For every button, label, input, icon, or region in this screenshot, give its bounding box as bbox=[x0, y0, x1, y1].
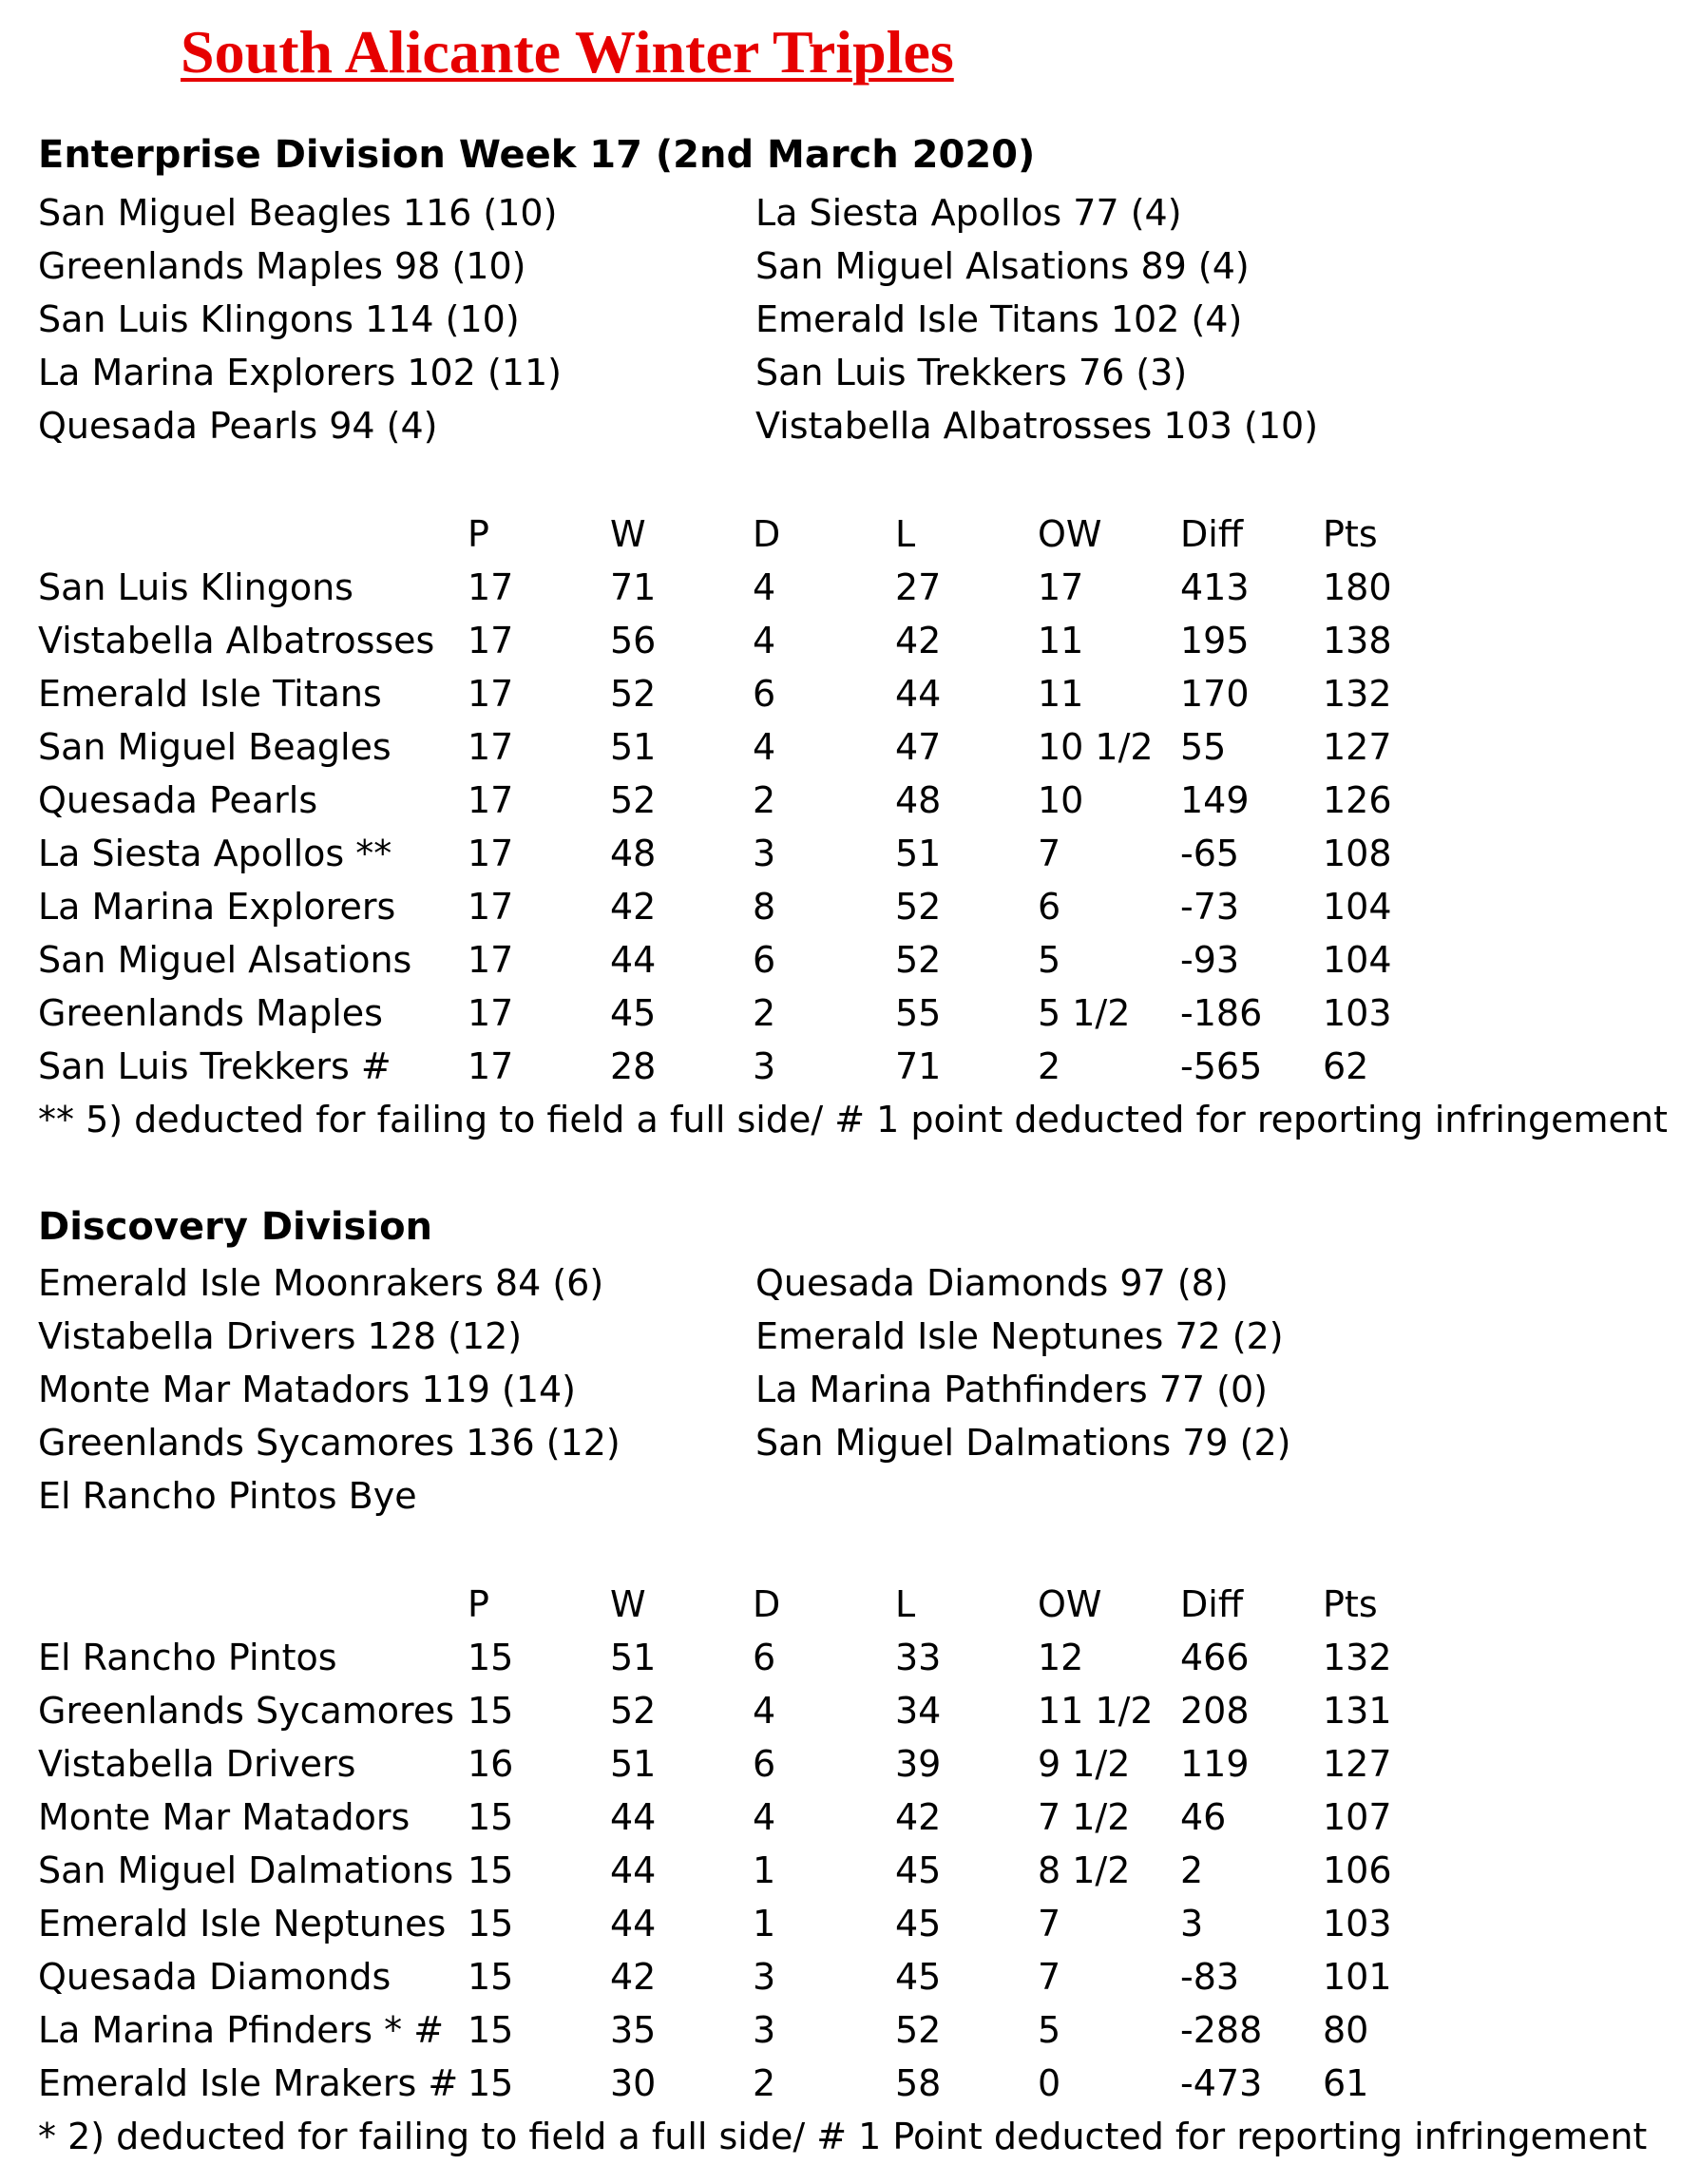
header-difference: Diff bbox=[1180, 513, 1243, 555]
lost-value: 58 bbox=[895, 2062, 942, 2104]
lost-value: 39 bbox=[895, 1743, 942, 1785]
lost-value: 48 bbox=[895, 779, 942, 821]
discovery-footnote: * 2) deducted for failing to field a full side/ # 1 Point deducted for reporting infringement bbox=[38, 2116, 1648, 2157]
result-home: Emerald Isle Moonrakers 84 (6) bbox=[38, 1262, 604, 1304]
points-value: 104 bbox=[1323, 939, 1392, 981]
result-away: San Luis Trekkers 76 (3) bbox=[755, 352, 1188, 393]
header-played: P bbox=[468, 513, 489, 555]
header-won: W bbox=[610, 513, 646, 555]
drawn-value: 2 bbox=[753, 992, 776, 1034]
difference-value: 55 bbox=[1180, 726, 1227, 768]
difference-value: -93 bbox=[1180, 939, 1240, 981]
won-value: 51 bbox=[610, 726, 657, 768]
header-overall-wins: OW bbox=[1038, 1583, 1102, 1625]
team-name: La Siesta Apollos ** bbox=[38, 833, 392, 874]
table-row bbox=[38, 1956, 1653, 2009]
played-value: 17 bbox=[468, 833, 514, 874]
won-value: 51 bbox=[610, 1743, 657, 1785]
points-value: 127 bbox=[1323, 1743, 1392, 1785]
points-value: 103 bbox=[1323, 992, 1392, 1034]
difference-value: -473 bbox=[1180, 2062, 1263, 2104]
header-won: W bbox=[610, 1583, 646, 1625]
team-name: Emerald Isle Titans bbox=[38, 673, 382, 715]
lost-value: 52 bbox=[895, 886, 942, 928]
table-row bbox=[38, 566, 1653, 620]
won-value: 44 bbox=[610, 1796, 657, 1838]
won-value: 30 bbox=[610, 2062, 657, 2104]
drawn-value: 4 bbox=[753, 726, 776, 768]
played-value: 17 bbox=[468, 566, 514, 608]
lost-value: 33 bbox=[895, 1637, 942, 1678]
result-home: Quesada Pearls 94 (4) bbox=[38, 405, 438, 447]
table-row bbox=[38, 886, 1653, 939]
discovery-heading: Discovery Division bbox=[38, 1205, 433, 1249]
points-value: 61 bbox=[1323, 2062, 1369, 2104]
difference-value: 466 bbox=[1180, 1637, 1250, 1678]
header-drawn: D bbox=[753, 1583, 781, 1625]
lost-value: 52 bbox=[895, 2009, 942, 2051]
header-played: P bbox=[468, 1583, 489, 1625]
played-value: 17 bbox=[468, 779, 514, 821]
enterprise-footnote: ** 5) deducted for failing to field a full side/ # 1 point deducted for reporting infringement bbox=[38, 1099, 1668, 1140]
played-value: 17 bbox=[468, 620, 514, 661]
table-row bbox=[38, 779, 1653, 833]
difference-value: 119 bbox=[1180, 1743, 1250, 1785]
table-row bbox=[38, 939, 1653, 992]
difference-value: 3 bbox=[1180, 1903, 1204, 1945]
table-header-row bbox=[38, 513, 1653, 566]
won-value: 71 bbox=[610, 566, 657, 608]
played-value: 16 bbox=[468, 1743, 514, 1785]
table-row bbox=[38, 2062, 1653, 2116]
played-value: 17 bbox=[468, 673, 514, 715]
team-name: San Luis Klingons bbox=[38, 566, 353, 608]
header-points: Pts bbox=[1323, 513, 1378, 555]
header-lost: L bbox=[895, 513, 916, 555]
result-away: Vistabella Albatrosses 103 (10) bbox=[755, 405, 1319, 447]
lost-value: 34 bbox=[895, 1690, 942, 1732]
team-name: Greenlands Sycamores bbox=[38, 1690, 455, 1732]
points-value: 132 bbox=[1323, 673, 1392, 715]
played-value: 15 bbox=[468, 2062, 514, 2104]
table-row bbox=[38, 1903, 1653, 1956]
result-row bbox=[38, 1422, 1653, 1475]
drawn-value: 4 bbox=[753, 1796, 776, 1838]
overall-wins-value: 5 bbox=[1038, 939, 1061, 981]
team-name: San Miguel Beagles bbox=[38, 726, 392, 768]
team-name: Vistabella Drivers bbox=[38, 1743, 356, 1785]
overall-wins-value: 17 bbox=[1038, 566, 1084, 608]
table-row bbox=[38, 673, 1653, 726]
drawn-value: 1 bbox=[753, 1849, 776, 1891]
result-away: La Siesta Apollos 77 (4) bbox=[755, 192, 1182, 234]
drawn-value: 4 bbox=[753, 620, 776, 661]
overall-wins-value: 6 bbox=[1038, 886, 1061, 928]
result-row bbox=[38, 352, 1653, 405]
team-name: Emerald Isle Mrakers # bbox=[38, 2062, 459, 2104]
table-row bbox=[38, 833, 1653, 886]
difference-value: -565 bbox=[1180, 1045, 1263, 1087]
team-name: El Rancho Pintos bbox=[38, 1637, 337, 1678]
difference-value: 413 bbox=[1180, 566, 1250, 608]
won-value: 44 bbox=[610, 1903, 657, 1945]
drawn-value: 6 bbox=[753, 939, 776, 981]
played-value: 15 bbox=[468, 1637, 514, 1678]
result-row bbox=[38, 1262, 1653, 1315]
lost-value: 42 bbox=[895, 620, 942, 661]
result-away: Emerald Isle Neptunes 72 (2) bbox=[755, 1315, 1284, 1357]
points-value: 126 bbox=[1323, 779, 1392, 821]
drawn-value: 6 bbox=[753, 1743, 776, 1785]
won-value: 44 bbox=[610, 1849, 657, 1891]
lost-value: 47 bbox=[895, 726, 942, 768]
overall-wins-value: 10 bbox=[1038, 779, 1084, 821]
result-row bbox=[38, 405, 1653, 458]
lost-value: 45 bbox=[895, 1849, 942, 1891]
won-value: 52 bbox=[610, 673, 657, 715]
difference-value: -83 bbox=[1180, 1956, 1240, 1998]
lost-value: 45 bbox=[895, 1903, 942, 1945]
table-row bbox=[38, 1690, 1653, 1743]
points-value: 103 bbox=[1323, 1903, 1392, 1945]
enterprise-heading: Enterprise Division Week 17 (2nd March 2020) bbox=[38, 133, 1036, 177]
played-value: 17 bbox=[468, 939, 514, 981]
points-value: 132 bbox=[1323, 1637, 1392, 1678]
played-value: 17 bbox=[468, 992, 514, 1034]
drawn-value: 3 bbox=[753, 1045, 776, 1087]
difference-value: 149 bbox=[1180, 779, 1250, 821]
table-row bbox=[38, 1045, 1653, 1099]
result-away: Quesada Diamonds 97 (8) bbox=[755, 1262, 1229, 1304]
played-value: 15 bbox=[468, 1956, 514, 1998]
team-name: Vistabella Albatrosses bbox=[38, 620, 435, 661]
result-home: El Rancho Pintos Bye bbox=[38, 1475, 417, 1517]
difference-value: 208 bbox=[1180, 1690, 1250, 1732]
points-value: 138 bbox=[1323, 620, 1392, 661]
overall-wins-value: 12 bbox=[1038, 1637, 1084, 1678]
drawn-value: 4 bbox=[753, 1690, 776, 1732]
lost-value: 27 bbox=[895, 566, 942, 608]
lost-value: 44 bbox=[895, 673, 942, 715]
drawn-value: 3 bbox=[753, 833, 776, 874]
drawn-value: 4 bbox=[753, 566, 776, 608]
won-value: 51 bbox=[610, 1637, 657, 1678]
won-value: 35 bbox=[610, 2009, 657, 2051]
points-value: 62 bbox=[1323, 1045, 1369, 1087]
result-row bbox=[38, 192, 1653, 245]
points-value: 180 bbox=[1323, 566, 1392, 608]
overall-wins-value: 5 1/2 bbox=[1038, 992, 1131, 1034]
team-name: Quesada Pearls bbox=[38, 779, 318, 821]
won-value: 42 bbox=[610, 1956, 657, 1998]
drawn-value: 6 bbox=[753, 1637, 776, 1678]
result-row bbox=[38, 1475, 1653, 1528]
table-header-row bbox=[38, 1583, 1653, 1637]
team-name: Greenlands Maples bbox=[38, 992, 383, 1034]
played-value: 15 bbox=[468, 1690, 514, 1732]
difference-value: 195 bbox=[1180, 620, 1250, 661]
team-name: San Miguel Dalmations bbox=[38, 1849, 454, 1891]
drawn-value: 3 bbox=[753, 1956, 776, 1998]
lost-value: 71 bbox=[895, 1045, 942, 1087]
header-points: Pts bbox=[1323, 1583, 1378, 1625]
drawn-value: 8 bbox=[753, 886, 776, 928]
result-home: Greenlands Sycamores 136 (12) bbox=[38, 1422, 621, 1464]
overall-wins-value: 5 bbox=[1038, 2009, 1061, 2051]
difference-value: 2 bbox=[1180, 1849, 1204, 1891]
points-value: 104 bbox=[1323, 886, 1392, 928]
result-row bbox=[38, 1369, 1653, 1422]
lost-value: 55 bbox=[895, 992, 942, 1034]
won-value: 52 bbox=[610, 779, 657, 821]
table-row bbox=[38, 726, 1653, 779]
won-value: 48 bbox=[610, 833, 657, 874]
overall-wins-value: 9 1/2 bbox=[1038, 1743, 1131, 1785]
drawn-value: 3 bbox=[753, 2009, 776, 2051]
lost-value: 52 bbox=[895, 939, 942, 981]
lost-value: 51 bbox=[895, 833, 942, 874]
header-difference: Diff bbox=[1180, 1583, 1243, 1625]
result-away: Emerald Isle Titans 102 (4) bbox=[755, 298, 1243, 340]
team-name: Monte Mar Matadors bbox=[38, 1796, 411, 1838]
overall-wins-value: 11 bbox=[1038, 620, 1084, 661]
drawn-value: 1 bbox=[753, 1903, 776, 1945]
result-away: San Miguel Dalmations 79 (2) bbox=[755, 1422, 1291, 1464]
played-value: 17 bbox=[468, 1045, 514, 1087]
points-value: 131 bbox=[1323, 1690, 1392, 1732]
won-value: 56 bbox=[610, 620, 657, 661]
points-value: 101 bbox=[1323, 1956, 1392, 1998]
result-row bbox=[38, 298, 1653, 352]
difference-value: -65 bbox=[1180, 833, 1240, 874]
played-value: 15 bbox=[468, 1849, 514, 1891]
table-row bbox=[38, 620, 1653, 673]
overall-wins-value: 8 1/2 bbox=[1038, 1849, 1131, 1891]
difference-value: 170 bbox=[1180, 673, 1250, 715]
overall-wins-value: 11 1/2 bbox=[1038, 1690, 1154, 1732]
played-value: 17 bbox=[468, 886, 514, 928]
overall-wins-value: 2 bbox=[1038, 1045, 1061, 1087]
team-name: Quesada Diamonds bbox=[38, 1956, 392, 1998]
team-name: La Marina Explorers bbox=[38, 886, 396, 928]
page-title: South Alicante Winter Triples bbox=[181, 18, 954, 86]
header-lost: L bbox=[895, 1583, 916, 1625]
overall-wins-value: 7 bbox=[1038, 1903, 1061, 1945]
won-value: 28 bbox=[610, 1045, 657, 1087]
header-drawn: D bbox=[753, 513, 781, 555]
won-value: 45 bbox=[610, 992, 657, 1034]
won-value: 44 bbox=[610, 939, 657, 981]
overall-wins-value: 7 bbox=[1038, 833, 1061, 874]
lost-value: 42 bbox=[895, 1796, 942, 1838]
team-name: La Marina Pfinders * # bbox=[38, 2009, 445, 2051]
difference-value: 46 bbox=[1180, 1796, 1227, 1838]
header-overall-wins: OW bbox=[1038, 513, 1102, 555]
drawn-value: 6 bbox=[753, 673, 776, 715]
team-name: San Miguel Alsations bbox=[38, 939, 412, 981]
result-home: Vistabella Drivers 128 (12) bbox=[38, 1315, 523, 1357]
team-name: Emerald Isle Neptunes bbox=[38, 1903, 447, 1945]
table-row bbox=[38, 1796, 1653, 1849]
table-row bbox=[38, 2009, 1653, 2062]
result-home: San Luis Klingons 114 (10) bbox=[38, 298, 520, 340]
table-row bbox=[38, 992, 1653, 1045]
result-row bbox=[38, 1315, 1653, 1369]
drawn-value: 2 bbox=[753, 779, 776, 821]
overall-wins-value: 11 bbox=[1038, 673, 1084, 715]
result-away: San Miguel Alsations 89 (4) bbox=[755, 245, 1250, 287]
table-row bbox=[38, 1849, 1653, 1903]
table-row bbox=[38, 1637, 1653, 1690]
played-value: 17 bbox=[468, 726, 514, 768]
points-value: 80 bbox=[1323, 2009, 1369, 2051]
points-value: 127 bbox=[1323, 726, 1392, 768]
result-home: San Miguel Beagles 116 (10) bbox=[38, 192, 558, 234]
result-home: La Marina Explorers 102 (11) bbox=[38, 352, 562, 393]
points-value: 107 bbox=[1323, 1796, 1392, 1838]
difference-value: -288 bbox=[1180, 2009, 1263, 2051]
overall-wins-value: 0 bbox=[1038, 2062, 1061, 2104]
difference-value: -186 bbox=[1180, 992, 1263, 1034]
won-value: 52 bbox=[610, 1690, 657, 1732]
result-away: La Marina Pathfinders 77 (0) bbox=[755, 1369, 1268, 1410]
lost-value: 45 bbox=[895, 1956, 942, 1998]
result-row bbox=[38, 245, 1653, 298]
result-home: Monte Mar Matadors 119 (14) bbox=[38, 1369, 576, 1410]
played-value: 15 bbox=[468, 1903, 514, 1945]
table-row bbox=[38, 1743, 1653, 1796]
overall-wins-value: 7 bbox=[1038, 1956, 1061, 1998]
won-value: 42 bbox=[610, 886, 657, 928]
played-value: 15 bbox=[468, 2009, 514, 2051]
team-name: San Luis Trekkers # bbox=[38, 1045, 392, 1087]
result-home: Greenlands Maples 98 (10) bbox=[38, 245, 526, 287]
points-value: 106 bbox=[1323, 1849, 1392, 1891]
drawn-value: 2 bbox=[753, 2062, 776, 2104]
overall-wins-value: 7 1/2 bbox=[1038, 1796, 1131, 1838]
points-value: 108 bbox=[1323, 833, 1392, 874]
difference-value: -73 bbox=[1180, 886, 1240, 928]
overall-wins-value: 10 1/2 bbox=[1038, 726, 1154, 768]
played-value: 15 bbox=[468, 1796, 514, 1838]
